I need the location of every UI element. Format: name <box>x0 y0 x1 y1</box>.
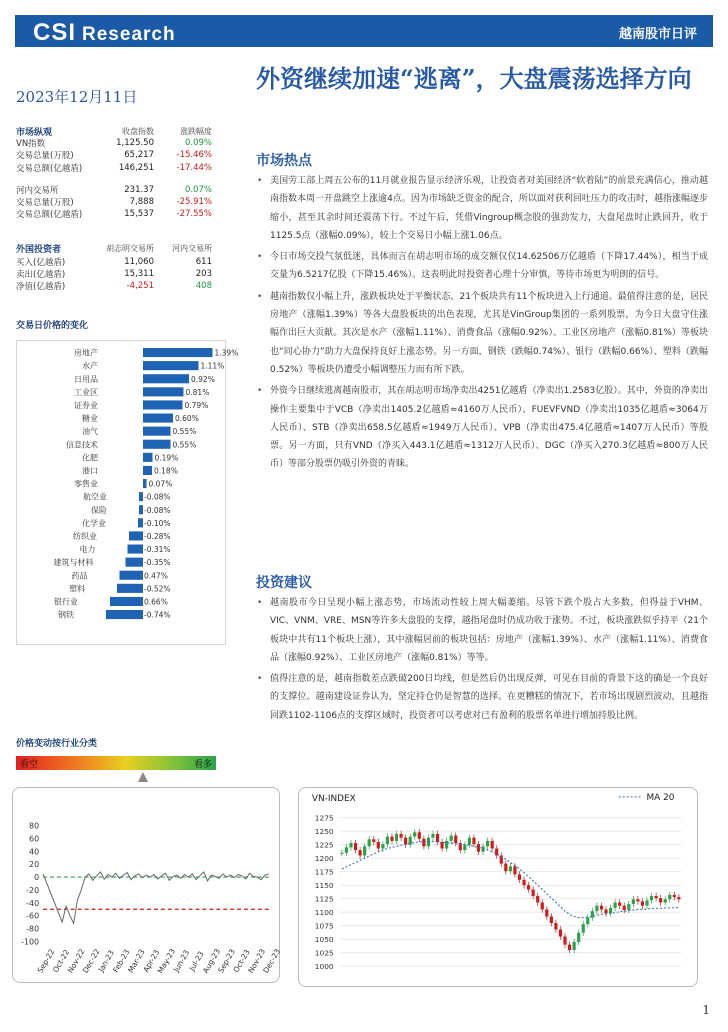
page-title: 外资继续加速“逃离”，大盘震荡选择方向 <box>256 64 692 93</box>
bar <box>129 531 143 540</box>
y-tick-label: 20 <box>29 860 40 870</box>
x-tick-label: Jul-23 <box>187 949 206 973</box>
legend-label: MA 20 <box>646 792 675 803</box>
candle-body <box>450 836 453 841</box>
range-label: 价格变动按行业分类 <box>16 739 98 749</box>
table-row: 河内交易所 231.37 0.07% <box>16 184 212 196</box>
y-tick-label: 1100 <box>314 908 334 918</box>
data-label: 0.66% <box>144 597 168 607</box>
candle-body <box>422 839 425 847</box>
candle-body <box>468 838 471 845</box>
bar <box>143 453 153 462</box>
table-row: 净值(亿越盾) -4,251 408 <box>16 281 212 293</box>
data-label: -0.10% <box>144 518 171 528</box>
data-label: 0.55% <box>172 427 197 437</box>
category-label: 药品 <box>71 571 88 581</box>
candle-body <box>363 846 366 855</box>
oscillator-chart <box>12 787 283 983</box>
candle-body <box>668 895 671 899</box>
y-tick-label: 1225 <box>314 840 334 850</box>
advice-title: 投资建议 <box>256 575 312 591</box>
data-label: 0.81% <box>185 387 210 397</box>
y-tick-label: -60 <box>26 911 40 921</box>
candle-body <box>440 842 443 848</box>
candle-body <box>641 901 644 905</box>
y-tick-label: 1175 <box>314 867 334 877</box>
bar <box>126 558 144 567</box>
table-row: 买入(亿越盾) 11,060 611 <box>16 257 212 269</box>
candle-body <box>377 842 380 848</box>
bar <box>138 518 143 527</box>
candle-body <box>577 933 580 942</box>
vn-index-chart <box>298 787 698 987</box>
candle-body <box>454 836 457 844</box>
bar <box>139 492 143 501</box>
logo-sub: Research <box>82 24 176 45</box>
y-tick-label: -20 <box>26 885 40 895</box>
data-label: 0.47% <box>144 571 168 581</box>
y-tick-label: 1275 <box>314 813 334 823</box>
data-label: 1.11% <box>200 361 225 371</box>
category-label: 银行业 <box>54 597 78 607</box>
y-tick-label: 1075 <box>314 921 334 931</box>
table-row: 交易总量(万股) 65,217 -15.46% <box>16 150 212 162</box>
data-label: 0.55% <box>172 440 197 450</box>
bearish-label: 看空 <box>20 760 39 770</box>
y-tick-label: -80 <box>26 924 40 934</box>
candle-body <box>673 895 676 897</box>
category-label: 航空业 <box>83 492 107 502</box>
sentiment-marker-icon <box>138 772 148 782</box>
candle-body <box>390 837 393 841</box>
candle-body <box>431 834 434 838</box>
x-tick-label: Oct-22 <box>50 947 72 974</box>
candle-body <box>513 866 516 874</box>
x-tick-label: Jun-23 <box>171 948 192 974</box>
bar <box>120 571 144 580</box>
data-label: 0.79% <box>184 401 209 410</box>
candle-body <box>586 918 589 924</box>
candle-body <box>354 843 357 850</box>
y-tick-label: 1250 <box>314 827 334 837</box>
category-label: 纺织业 <box>73 532 97 541</box>
bullish-label: 看多 <box>193 760 212 770</box>
candle-body <box>573 942 576 950</box>
candle-body <box>636 899 639 901</box>
y-tick-label: 40 <box>29 847 40 857</box>
data-label: 0.19% <box>154 453 179 463</box>
bar <box>106 610 143 619</box>
list-item: • 越南股市今日呈现小幅上涨态势，市场流动性较上周大幅萎缩。尽管下跌个股占大多数，但得益于VHM、VIC、VNM、VRE、MSN等许多大盘股的支撑，越指尾盘时仍成功收于涨势。不过，板块涨跌似乎持平（21个板块中共有11个板块上涨），其中涨幅居前的板块包括：房地产（涨幅1.39%）、水产（涨幅1.11%）、消费食品（涨幅0.92%）、工业区房地产（涨幅0.81%）等等。 <box>256 594 708 667</box>
sector-change-label: 交易日价格的变化 <box>16 321 89 331</box>
report-date: 2023年12月11日 <box>16 88 138 106</box>
candle-body <box>436 834 439 842</box>
y-tick-label: 1125 <box>314 894 334 904</box>
y-tick-label: 0 <box>34 873 40 883</box>
y-tick-label: 60 <box>29 834 40 844</box>
x-tick-label: May-23 <box>155 946 178 976</box>
data-label: 0.92% <box>191 374 215 384</box>
candle-body <box>627 904 630 910</box>
candle-body <box>372 839 375 842</box>
market-overview-table <box>16 125 212 220</box>
chart-title: VN-INDEX <box>311 793 356 804</box>
candle-body <box>491 841 494 849</box>
advice-list <box>256 594 708 728</box>
candle-body <box>358 850 361 855</box>
sector-bar-chart <box>16 340 239 645</box>
candle-body <box>345 847 348 852</box>
candle-body <box>340 853 343 854</box>
candle-body <box>563 937 566 945</box>
bar <box>143 361 199 370</box>
category-label: 房地产 <box>74 348 98 358</box>
bar <box>143 400 183 409</box>
candle-body <box>527 885 530 889</box>
bar <box>143 479 147 488</box>
candle-body <box>632 899 635 904</box>
candle-body <box>618 902 621 905</box>
category-label: 化肥 <box>82 453 98 463</box>
candle-body <box>650 896 653 900</box>
x-tick-label: Dec-22 <box>80 947 102 975</box>
list-item: • 值得注意的是，越南指数差点跌破200日均线，但是然后仍出现反弹，可见在目前的背景下这的确是一个良好的支撑位。越南建设证券认为，坚定持仓仍是智慧的选择。在更糟糕的情况下，若市场出现剧烈波动，且越指回跌1102-1106点的支撑区域时，投资者可以考虑对已有盈利的股票名单进行增加持股比例。 <box>256 670 708 725</box>
data-label: -0.08% <box>144 492 171 502</box>
report-header <box>15 15 713 47</box>
table-row: 交易总额(亿越盾) 146,251 -17.44% <box>16 162 212 174</box>
x-tick-label: Mar-23 <box>126 947 147 975</box>
bar <box>143 427 171 436</box>
report-name: 越南股市日评 <box>618 27 697 42</box>
x-tick-label: Oct-23 <box>231 947 252 974</box>
bar <box>110 597 143 606</box>
candle-body <box>509 866 512 871</box>
candle-body <box>609 908 612 913</box>
bar <box>143 466 152 475</box>
data-label: 0.07% <box>148 479 173 489</box>
category-label: 水产 <box>82 361 98 371</box>
candle-body <box>595 906 598 911</box>
bar <box>143 348 213 357</box>
candle-body <box>418 832 421 838</box>
candle-body <box>554 923 557 929</box>
data-label: -0.31% <box>144 545 171 555</box>
candle-body <box>522 880 525 885</box>
candle-body <box>349 843 352 847</box>
table-row: 交易总额(亿越盾) 15,537 -27.55% <box>16 209 212 221</box>
data-label: 1.39% <box>214 348 239 358</box>
candle-body <box>413 832 416 836</box>
candle-body <box>568 945 571 950</box>
category-label: 建筑与材料 <box>53 558 94 568</box>
candle-body <box>368 839 371 846</box>
y-tick-label: -100 <box>21 937 40 947</box>
candle-body <box>604 910 607 914</box>
candle-body <box>614 902 617 907</box>
candle-body <box>472 838 475 844</box>
candle-body <box>395 834 398 841</box>
bar <box>128 545 144 554</box>
bar <box>139 505 143 514</box>
candle-body <box>463 845 466 850</box>
category-label: 保险 <box>91 505 107 515</box>
candle-body <box>536 896 539 902</box>
table-header: 市场纵观 收盘指数 涨跌幅度 <box>16 126 212 138</box>
y-tick-label: 1200 <box>314 854 334 864</box>
candle-body <box>486 841 489 846</box>
candle-body <box>381 844 384 848</box>
candle-body <box>541 902 544 909</box>
x-tick-label: Feb-23 <box>111 947 132 975</box>
bar <box>143 374 189 383</box>
category-label: 钢铁 <box>58 610 74 620</box>
bar <box>143 387 184 396</box>
category-label: 日用品 <box>74 374 98 384</box>
data-label: -0.74% <box>144 610 171 620</box>
oscillator-line <box>43 872 269 923</box>
y-tick-label: 1150 <box>314 881 334 891</box>
sentiment-gradient-bar <box>16 756 216 770</box>
x-tick-label: Apr-23 <box>141 948 162 974</box>
table-row: VN指数 1,125.50 0.09% <box>16 138 212 150</box>
page-number: 1 <box>702 1003 710 1017</box>
category-label: 证券业 <box>74 401 98 410</box>
x-tick-label: Sep-22 <box>35 947 57 975</box>
x-tick-label: Aug-23 <box>200 947 223 975</box>
list-item: • 外资今日继续逃离越南股市，其在胡志明市场净卖出4251亿越盾（净卖出1.2583亿股）。其中，外资的净卖出操作主要集中于VCB（净卖出1405.2亿越盾≈4160万人民币）、FUEVFVND（净卖出1035亿越盾≈3064万人民币）、STB（净卖出658.5亿越盾≈1949万人民币）、VPB（净卖出475.4亿越盾≈1407万人民币）等股票。另一方面，只有VND（净买入443.1亿越盾≈1312万人民币）、DGC（净买入270.3亿越盾≈800万人民币）等部分股票仍吸引外资的青睐。 <box>256 382 708 473</box>
x-tick-label: Sep-23 <box>216 947 237 975</box>
table-row: 卖出(亿越盾) 15,311 203 <box>16 269 212 281</box>
list-item: • 美国劳工部上周五公布的11月就业报告显示经济乐观，让投资者对美国经济“软着陆”的前景充满信心，推动越南指数本周一开盘跳空上涨逾4点。因为市场缺乏资金的配合，所以面对获利回吐压力的攻击时，越指涨幅逐步缩小，甚至其余时间还震荡下行。不过午后，凭借Vingroup概念股的强劲发力，大盘尾盘时止跌回升，收于1125.5点（涨幅0.09%），较上个交易日小幅上涨1.06点。 <box>256 172 708 245</box>
y-tick-label: 1000 <box>314 962 334 972</box>
data-label: 0.60% <box>175 414 199 424</box>
candle-body <box>559 929 562 936</box>
x-tick-label: Dec-23 <box>261 947 283 975</box>
x-tick-label: Nov-23 <box>246 947 268 975</box>
candle-body <box>550 917 553 923</box>
candle-body <box>645 900 648 905</box>
category-label: 电力 <box>79 545 96 555</box>
data-label: -0.08% <box>144 505 171 515</box>
category-label: 零售业 <box>74 479 98 489</box>
candle-body <box>545 910 548 917</box>
category-label: 信息技术 <box>66 440 98 450</box>
bar <box>117 584 143 593</box>
data-label: -0.52% <box>144 584 171 594</box>
category-label: 糖业 <box>82 414 98 424</box>
candle-body <box>386 837 389 845</box>
y-tick-label: 80 <box>29 821 40 831</box>
category-label: 塑料 <box>69 584 85 594</box>
foreign-investor-table <box>16 241 212 293</box>
y-tick-label: 1025 <box>314 948 334 958</box>
candle-body <box>532 890 535 896</box>
y-tick-label: -40 <box>26 898 40 908</box>
y-tick-label: 1050 <box>314 935 334 945</box>
candle-body <box>518 874 521 879</box>
x-tick-label: Jan-23 <box>96 948 116 974</box>
market-hot-title: 市场热点 <box>256 153 312 169</box>
list-item: • 越南指数仅小幅上升，涨跌板块处于平衡状态，21个板块共有11个板块进入上行通道。最值得注意的是，居民房地产（涨幅1.39%）等各大盘股板块的出色表现，尤其是VinGroup集团的一系列股票，为今日大盘守住涨幅作出巨大贡献。其次是水产（涨幅1.11%）、消费食品（涨幅0.92%）、工业区房地产（涨幅0.81%）等板块也“同心协力”助力大盘保持良好上涨态势。另一方面，钢铁（跌幅0.74%）、银行（跌幅0.66%）、塑料（跌幅0.52%）等板块仍遭受小幅调整压力而有所下跌。 <box>256 288 708 379</box>
bar <box>143 414 173 423</box>
table-row: 交易总量(万股) 7,888 -25.91% <box>16 197 212 209</box>
candle-body <box>655 896 658 898</box>
candle-body <box>582 924 585 933</box>
candle-body <box>600 906 603 910</box>
category-label: 港口 <box>82 466 98 476</box>
candle-body <box>677 897 680 899</box>
table-header: 外国投资者 胡志明交易所 河内交易所 <box>16 244 212 255</box>
x-tick-label: Nov-22 <box>65 947 87 975</box>
category-label: 油气 <box>82 427 98 437</box>
candle-body <box>659 898 662 902</box>
candle-body <box>504 864 507 872</box>
category-label: 工业区 <box>74 387 98 397</box>
candle-body <box>623 906 626 910</box>
candle-body <box>664 899 667 902</box>
data-label: -0.35% <box>144 558 171 568</box>
bar <box>143 440 171 449</box>
data-label: -0.28% <box>144 532 171 541</box>
data-label: 0.18% <box>154 466 178 476</box>
category-label: 化学业 <box>82 518 106 528</box>
candle-body <box>399 834 402 838</box>
logo-main: CSI <box>33 19 77 46</box>
list-item: • 今日市场交投气氛低迷，具体而言在胡志明市场的成交额仅仅14.62506万亿越盾（下降17.44%），相当于成交量为6.5217亿股（下降15.46%）。这表明此时投资者心理十分审慎，等待市场更为明朗的信号。 <box>256 248 708 285</box>
csi-logo <box>33 19 176 47</box>
market-hot-list <box>256 172 708 477</box>
